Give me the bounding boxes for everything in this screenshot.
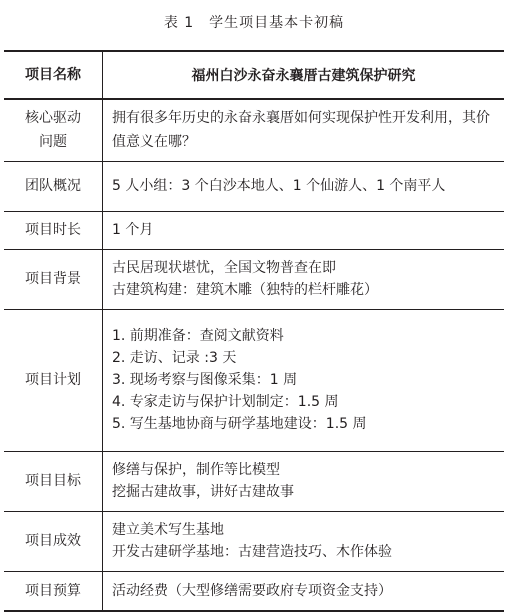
row-content-line: 2. 走访、记录 :3 天 (112, 350, 237, 366)
row-label (4, 249, 103, 309)
row-content-line: 4. 专家走访与保护计划制定：1.5 周 (112, 394, 339, 410)
row-content-line: 5 人小组：3 个白沙本地人、1 个仙游人、1 个南平人 (112, 178, 446, 194)
row-content (103, 511, 505, 571)
row-label-line: 项目预算 (25, 582, 81, 599)
table-row-goal (4, 451, 504, 511)
project-card-table (4, 50, 504, 612)
row-content-line: 古民居现状堪忧，全国文物普查在即 (112, 260, 336, 276)
row-content-line: 开发古建研学基地：古建营造技巧、木作体验 (112, 544, 392, 560)
row-content-line: 1. 前期准备：查阅文献资料 (112, 328, 284, 344)
row-label (4, 309, 103, 451)
table-row-core-question (4, 99, 504, 161)
row-content-line: 挖掘古建故事，讲好古建故事 (112, 484, 294, 500)
table-row-team (4, 161, 504, 211)
header-label: 项目名称 (4, 51, 103, 99)
row-label-line: 项目时长 (25, 222, 81, 238)
row-label-line: 团队概况 (25, 178, 81, 194)
row-content (103, 161, 505, 211)
row-label (4, 451, 103, 511)
row-content (103, 451, 505, 511)
row-content-line: 3. 现场考察与图像采集：1 周 (112, 372, 298, 388)
row-label-line: 项目计划 (25, 372, 81, 388)
row-label-line: 项目目标 (25, 473, 81, 489)
row-content (103, 249, 505, 309)
table-row-plan (4, 309, 504, 451)
row-label-line: 项目背景 (25, 271, 81, 287)
table-row-background (4, 249, 504, 309)
row-label (4, 511, 103, 571)
row-content (103, 571, 505, 611)
row-content-line: 修缮与保护，制作等比模型 (112, 462, 280, 478)
row-label-line: 问题 (39, 134, 67, 151)
project-title: 福州白沙永奋永襄厝古建筑保护研究 (103, 51, 505, 99)
table-caption: 表 1 学生项目基本卡初稿 (163, 15, 345, 31)
row-content (103, 211, 505, 249)
row-content-line: 1 个月 (112, 222, 154, 238)
row-content-line: 拥有很多年历史的永奋永襄厝如何实现保护性开发利用，其价值意义在哪？ (112, 110, 490, 151)
row-label (4, 211, 103, 249)
row-label (4, 161, 103, 211)
row-content (103, 309, 505, 451)
table-row-duration (4, 211, 504, 249)
row-content-line: 5. 写生基地协商与研学基地建设：1.5 周 (112, 416, 367, 432)
row-label (4, 99, 103, 161)
table-row-budget (4, 571, 504, 611)
table-row-outcome (4, 511, 504, 571)
row-content-line: 活动经费（大型修缮需要政府专项资金支持） (112, 582, 392, 599)
table-header-row (4, 51, 504, 99)
row-label (4, 571, 103, 611)
row-label-line: 项目成效 (25, 533, 81, 549)
row-content-line: 建立美术写生基地 (112, 522, 224, 538)
row-content-line: 古建筑构建：建筑木雕（独特的栏杆雕花） (112, 282, 378, 298)
row-content (103, 99, 505, 161)
row-label-line: 核心驱动 (25, 110, 81, 127)
